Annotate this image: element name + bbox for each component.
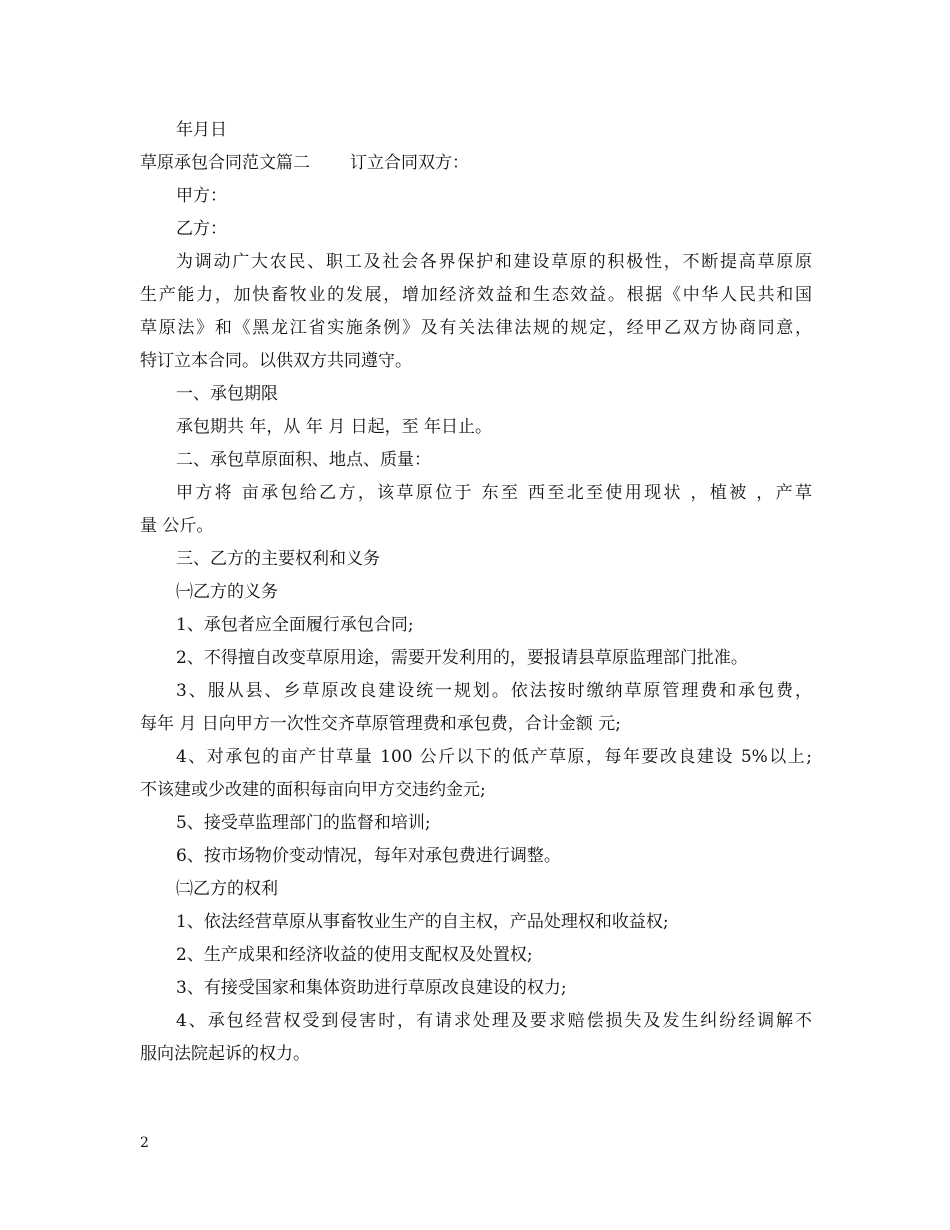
list-item: 2、不得擅自改变草原用途，需要开发利用的，要报请县草原监理部门批准。 (176, 648, 748, 668)
list-item: 3、有接受国家和集体资助进行草原改良建设的权力; (176, 978, 567, 998)
subsection-heading: ㈠乙方的义务 (176, 582, 278, 602)
paragraph-line: 每年 月 日向甲方一次性交齐草原管理费和承包费，合计金额 元; (140, 714, 621, 734)
section-paragraph (140, 477, 812, 543)
section-heading: 一、承包期限 (176, 384, 278, 404)
title-line (140, 147, 812, 180)
paragraph-line: 不该建或少改建的面积每亩向甲方交违约金元; (140, 780, 486, 800)
contract-parties-label: 订立合同双方： (350, 153, 469, 173)
paragraph-line: 4、对承包的亩产甘草量 100 公斤以下的低产草原，每年要改良建设 5%以上; (176, 747, 812, 767)
section-heading: 三、乙方的主要权利和义务 (176, 549, 380, 569)
intro-paragraph (140, 246, 812, 378)
paragraph-line: 甲方将 亩承包给乙方，该草原位于 东至 西至北至使用现状 ，植被 ，产草 (176, 483, 812, 503)
list-item: 5、接受草监理部门的监督和培训; (176, 813, 431, 833)
paragraph-line: 4、承包经营权受到侵害时，有请求处理及要求赔偿损失及发生纠纷经调解不 (176, 1011, 812, 1031)
list-item: 2、生产成果和经济收益的使用支配权及处置权; (176, 945, 533, 965)
list-item: 1、依法经营草原从事畜牧业生产的自主权，产品处理权和收益权; (176, 912, 669, 932)
paragraph-line: 特订立本合同。以供双方共同遵守。 (140, 351, 412, 371)
section-heading: 二、承包草原面积、地点、质量： (176, 450, 431, 470)
section-text: 承包期共 年，从 年 月 日起，至 年日止。 (176, 417, 493, 437)
document-body (140, 114, 812, 1071)
list-item: 1、承包者应全面履行承包合同; (176, 615, 414, 635)
paragraph-line: 量 公斤。 (140, 516, 214, 536)
party-a-label: 甲方： (176, 186, 227, 206)
paragraph-line: 3、服从县、乡草原改良建设统一规划。依法按时缴纳草原管理费和承包费， (176, 681, 812, 701)
paragraph-line: 服向法院起诉的权力。 (140, 1044, 310, 1064)
date-line: 年月日 (176, 120, 227, 140)
list-item (140, 741, 812, 807)
list-item: 6、按市场物价变动情况，每年对承包费进行调整。 (176, 846, 561, 866)
paragraph-line: 为调动广大农民、职工及社会各界保护和建设草原的积极性，不断提高草原原 (176, 252, 812, 272)
paragraph-line: 草原法》和《黑龙江省实施条例》及有关法律法规的规定，经甲乙双方协商同意， (140, 318, 812, 338)
paragraph-line: 生产能力，加快畜牧业的发展，增加经济效益和生态效益。根据《中华人民共和国 (140, 285, 812, 305)
party-b-label: 乙方： (176, 219, 227, 239)
list-item (140, 1005, 812, 1071)
list-item (140, 675, 812, 741)
page-number: 2 (140, 1135, 149, 1151)
contract-title: 草原承包合同范文篇二 (140, 153, 310, 173)
subsection-heading: ㈡乙方的权利 (176, 879, 278, 899)
